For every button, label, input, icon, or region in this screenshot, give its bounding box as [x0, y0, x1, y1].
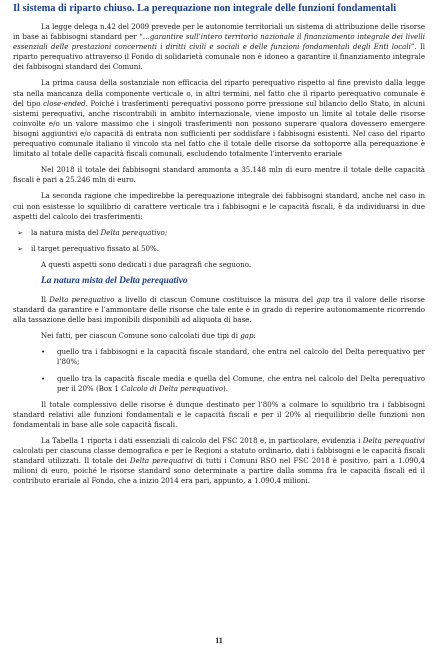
paragraph-aspetti: A questi aspetti sono dedicati i due paragrafi che seguono. [41, 259, 252, 269]
paragraph-due-gap: Nei fatti, per ciascun Comune sono calcolati due tipi di gap: [41, 331, 256, 341]
paragraph-legge-delega: La legge delega n.42 del 2009 prevede per le autonomie territoriali un sistema di attribuzione delle risorse in base ai fabbisogni standard per “…garantire sull’intero territorio nazionale il finanziamento integrale dei livelli essenziali delle prestazioni concernenti i diritti civili e sociali e delle funzioni fondamentali degli Enti locali”. Il riparto perequativo attraverso il Fondo di solidarietà comunale non è idoneo a garantire il finanziamento integrale dei fabbisogni standard dei Comuni. [13, 22, 425, 72]
subsection-heading: La natura mista del Delta perequativo [41, 275, 188, 286]
bullet-list-item: • quello tra i fabbisogni e la capacità fiscale standard, che entra nel calcolo del Delta perequativo per l’80%; [41, 347, 425, 367]
bullet-dot-icon: • [41, 373, 46, 383]
paragraph-tabella-1: La Tabella 1 riporta i dati essenziali di calcolo del FSC 2018 e, in particolare, evidenzia i Delta perequativi calcolati per ciascuna classe demografica e per le Regioni a statuto ordinario, dati i fabbisogni e le capacità fiscali standard utilizzati. Il totale dei Delta perequativi di tutti i Comuni RSO nel FSC 2018 è positivo, pari a 1.090,4 milioni di euro, poiché le risorse standard sono determinate a partire dalla somma fra le capacità fiscali ed il contributo erariale al Fondo, che a inizio 2014 era pari, appunto, a 1.090,4 milioni. [13, 436, 425, 486]
arrow-bullet-icon: ➢ [17, 228, 23, 237]
paragraph-prima-causa: La prima causa della sostanziale non efficacia del riparto perequativo rispetto al fine previsto dalla legge sta nella mancanza della componente verticale o, in altri termini, nel fatto che il riparto perequativo comunale è del tipo close-ended. Poiché i trasferimenti perequativi possono porre pressione sul bilancio dello Stato, in alcuni sistemi perequativi, anche riscontrabili in ambito internazionale, viene imposto un limite al totale delle risorse coinvolte e/o un valore massimo che i singoli trasferimenti non possono superare qualora dovessero emergere bisogni aggiuntivi e/o capacità di entrata non sufficienti per soddisfare i fabbisogni esistenti. Nel caso del riparto perequativo comunale italiano il vincolo sta nel fatto che il totale delle risorse da sottoporre alla perequazione è limitato al totale delle capacità fiscali comunali, escludendo totalmente l’intervento erariale [13, 78, 425, 159]
paragraph-seconda-ragione: La seconda ragione che impedirebbe la perequazione integrale dei fabbisogni standard, anche nel caso in cui non esistesse lo squilibrio di carattere verticale tra i fabbisogni e le capacità fiscali, è da individuarsi in due aspetti del calcolo dei trasferimenti: [13, 191, 425, 221]
arrow-list-item: ➢ il target perequativo fissato al 50%. [13, 244, 425, 254]
paragraph-delta-definizione: Il Delta perequativo a livello di ciascun Comune costituisce la misura del gap tra il valore delle risorse standard da garantire e l’ammontare delle risorse che tale ente è in grado di reperire autonomamente ricorrendo alla tassazione delle basi imponibili disponibili ad aliquota di base. [13, 294, 425, 325]
bullet-dot-icon: • [41, 347, 46, 357]
paragraph-totali-2018: Nel 2018 il totale dei fabbisogni standard ammonta a 35.148 mln di euro mentre il totale delle capacità fiscali è pari a 25.246 mln di euro. [13, 165, 425, 185]
arrow-list-item: ➢ la natura mista del Delta perequativo; [13, 228, 425, 238]
section-heading: Il sistema di riparto chiuso. La perequazione non integrale delle funzioni fondamentali [13, 3, 397, 14]
arrow-bullet-icon: ➢ [17, 244, 23, 253]
bullet-list-item: • quello tra la capacità fiscale media e quella del Comune, che entra nel calcolo del Delta perequativo per il 20% (Box 1 Calcolo di Delta perequativo). [41, 373, 425, 393]
paragraph-totale-complessivo: Il totale complessivo delle risorse è dunque destinato per l’80% a colmare lo squilibrio tra i fabbisogni standard relativi alle funzioni fondamentali e le capacità fiscali e per il 20% al riequilibrio delle funzioni non fondamentali in base alle sole capacità fiscali. [13, 399, 425, 429]
page-number: 11 [215, 636, 223, 645]
